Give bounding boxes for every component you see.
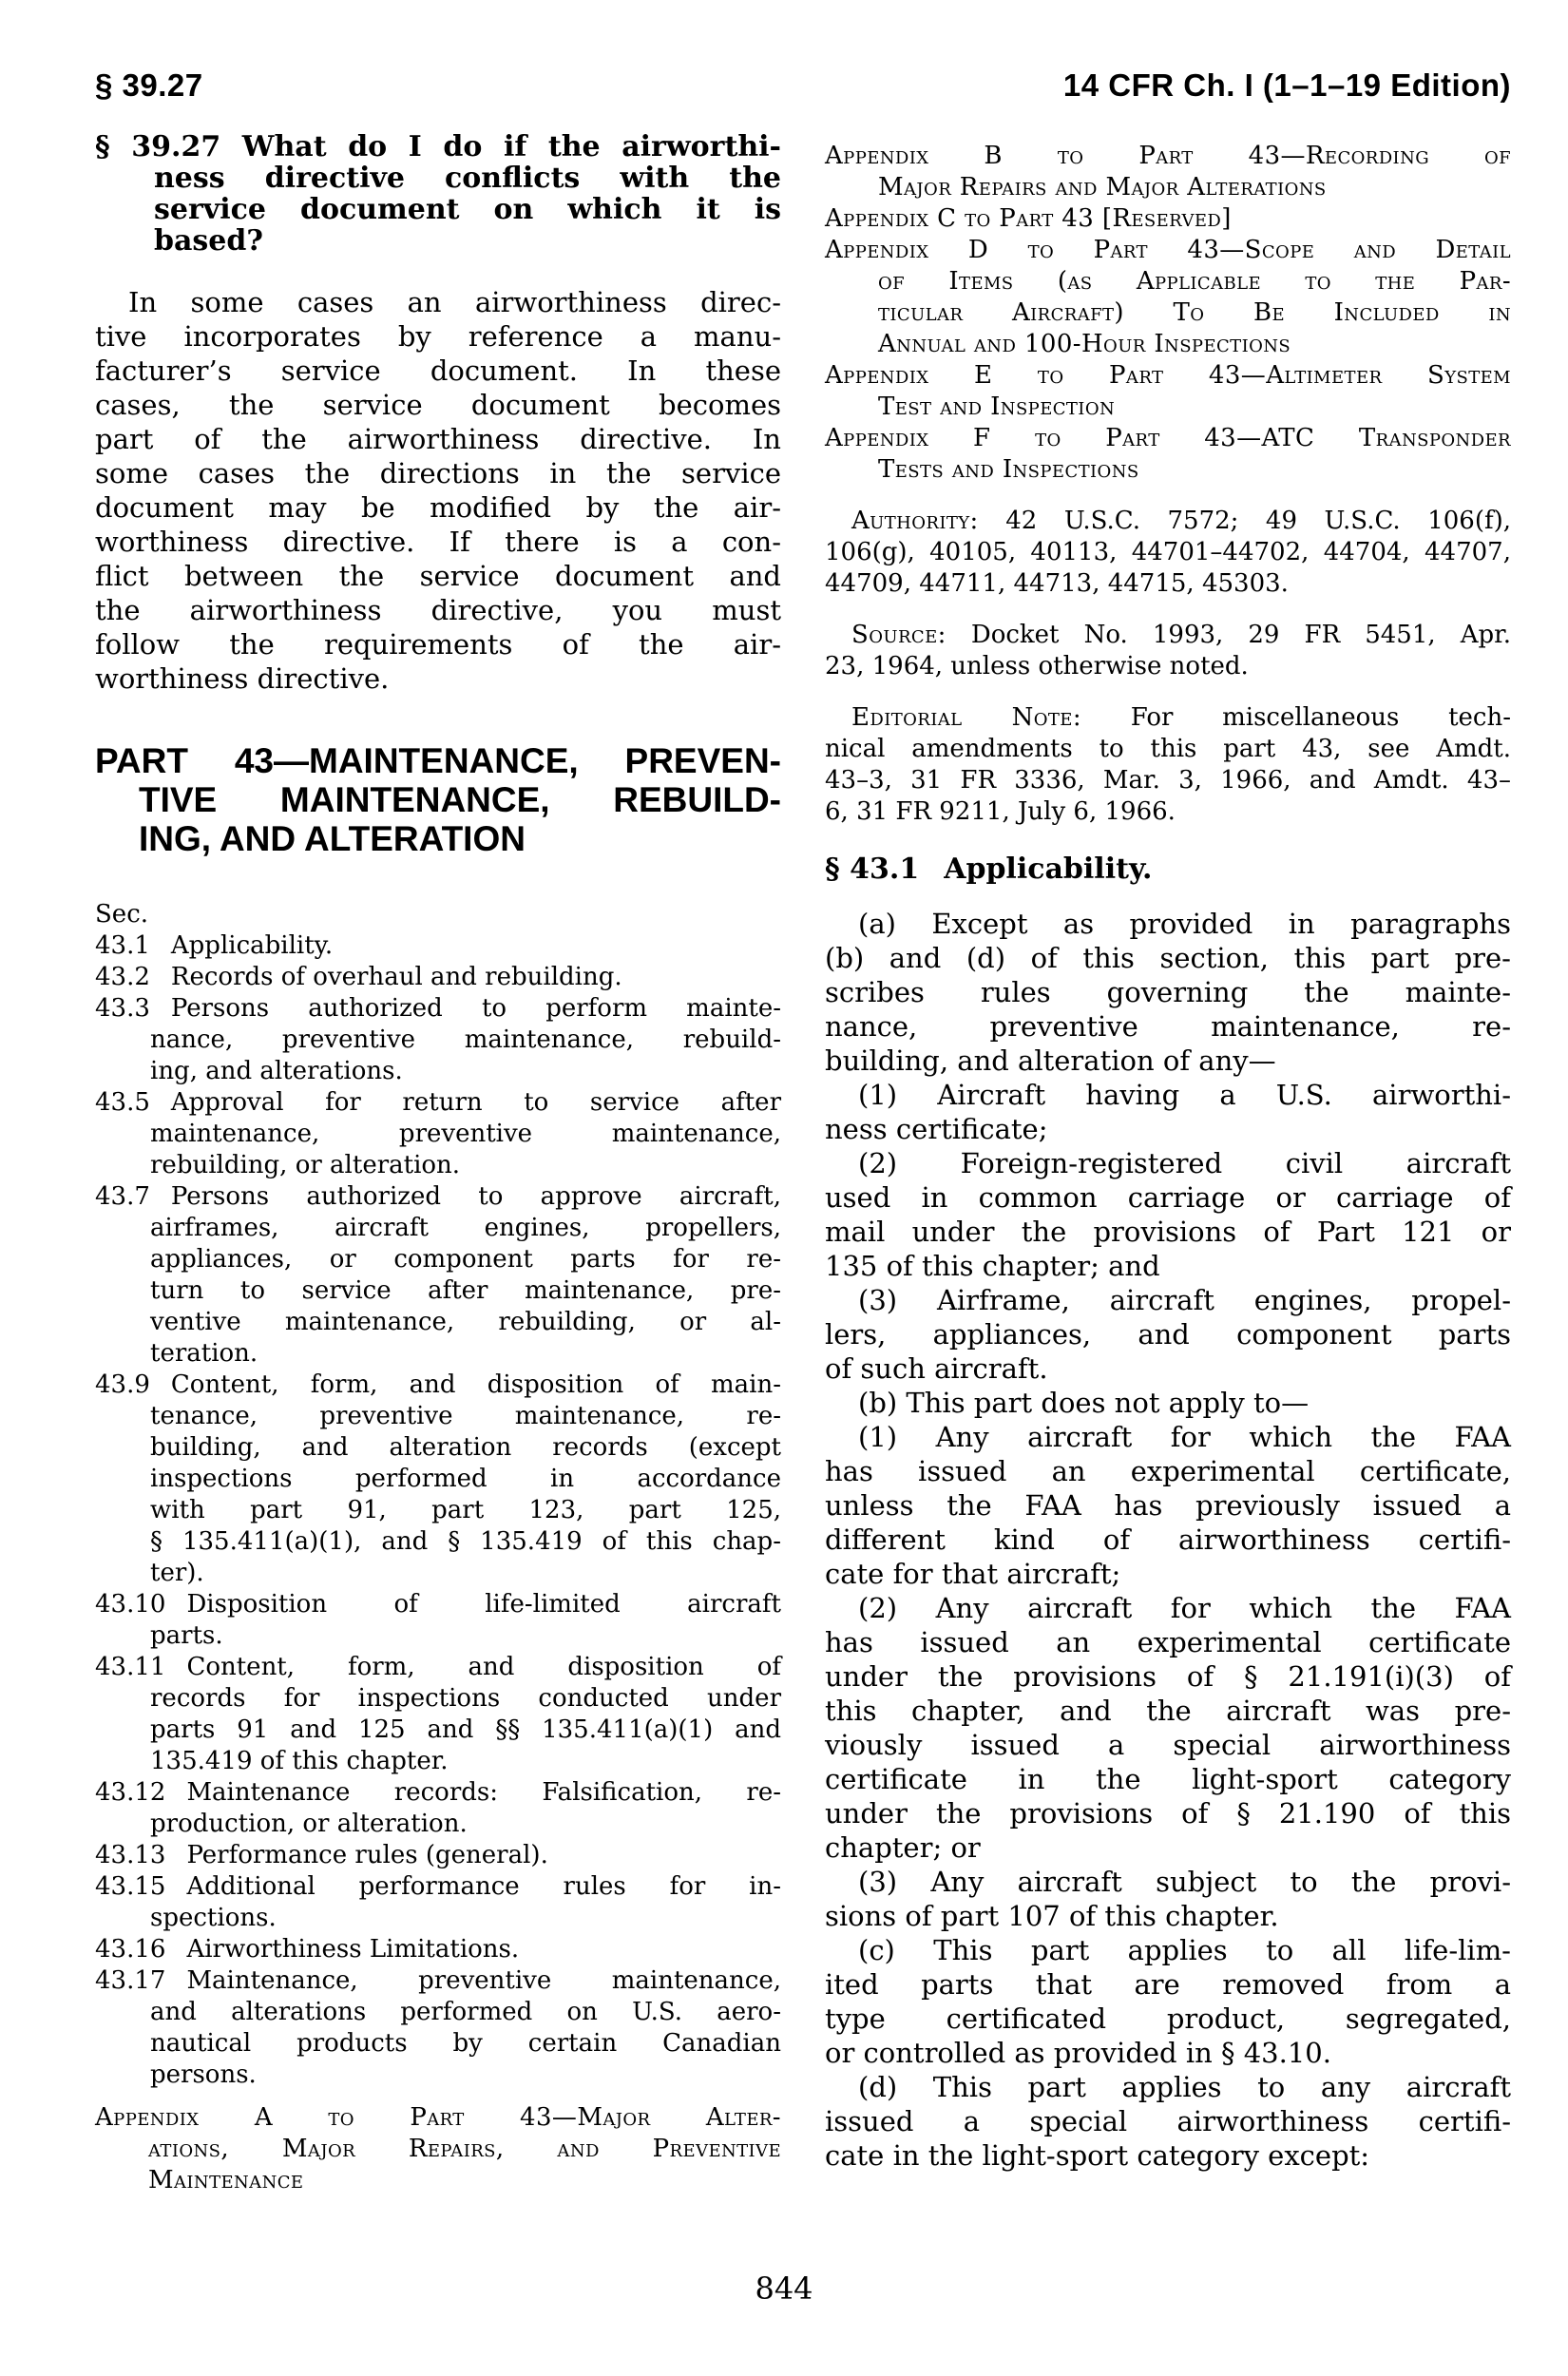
note-block	[825, 702, 1511, 828]
text-line: scribes rules governing the mainte-	[825, 976, 1511, 1008]
toc-entry	[95, 993, 781, 1087]
text-line: turn to service after maintenance, pre-	[150, 1276, 781, 1305]
toc-entry	[95, 1652, 781, 1777]
text-line: or controlled as provided in § 43.10.	[825, 2037, 1331, 2069]
body-paragraph	[825, 1591, 1511, 1865]
text-line: tive incorporates by reference a manu-	[95, 320, 781, 353]
text-line: 43.10 Disposition of life-limited aircraft	[95, 1590, 781, 1619]
text-line: appliances, or component parts for re-	[150, 1245, 781, 1274]
appendix-entry	[825, 423, 1511, 486]
appendix-entry	[825, 360, 1511, 423]
text-line: has issued an experimental certificate,	[825, 1455, 1511, 1487]
text-line: 43.3 Persons authorized to perform mainte-	[95, 994, 781, 1023]
appendix-entry	[825, 235, 1511, 360]
toc-section-number: 43.17	[95, 1966, 166, 1995]
text-line: spections.	[150, 1904, 277, 1932]
appendix-entry	[825, 141, 1511, 203]
note-label: Authority:	[851, 507, 979, 535]
appendix-a-entry	[95, 2102, 781, 2196]
text-line: 135 of this chapter; and	[825, 1250, 1160, 1282]
text-line: 43.7 Persons authorized to approve aircraft,	[95, 1182, 781, 1211]
text-line: Tests and Inspections	[878, 455, 1139, 484]
text-line: 43.11 Content, form, and disposition of	[95, 1653, 781, 1681]
text-line: with part 91, part 123, part 125,	[150, 1496, 781, 1524]
two-column-layout	[95, 131, 1511, 2196]
text-line: worthiness directive.	[95, 662, 390, 695]
text-line: 43.9 Content, form, and disposition of main-	[95, 1370, 781, 1399]
section-title: Applicability.	[944, 853, 1153, 886]
text-line: Appendix F to Part 43—ATC Transponder	[825, 424, 1511, 452]
note-block	[825, 620, 1511, 682]
text-line: this chapter, and the aircraft was pre-	[825, 1695, 1511, 1727]
text-line: (c) This part applies to all life-lim-	[858, 1934, 1511, 1966]
toc-section-number: 43.15	[95, 1872, 166, 1901]
text-line: ING, AND ALTERATION	[139, 819, 526, 858]
appendix-list	[825, 141, 1511, 486]
text-line: cases, the service document becomes	[95, 389, 781, 421]
text-line: 23, 1964, unless otherwise noted.	[825, 652, 1249, 680]
toc-section-number: 43.1	[95, 931, 150, 960]
text-line: of such aircraft.	[825, 1352, 1048, 1385]
toc-section-number: 43.2	[95, 963, 150, 991]
toc-section-number: 43.3	[95, 994, 150, 1023]
text-line: type certificated product, segregated,	[825, 2002, 1511, 2035]
part-43-heading	[95, 741, 781, 858]
body-paragraph	[825, 1283, 1511, 1386]
toc-section-number: 43.11	[95, 1653, 166, 1681]
body-paragraph	[825, 1933, 1511, 2070]
toc-section-number: 43.5	[95, 1088, 150, 1117]
left-column	[95, 131, 781, 2196]
note-label: Editorial Note:	[851, 703, 1082, 732]
text-line: Major Repairs and Major Alterations	[878, 173, 1327, 201]
text-line: teration.	[150, 1339, 258, 1368]
section-39-27-heading	[95, 131, 781, 257]
text-line: 106(g), 40105, 40113, 44701–44702, 44704, 44707,	[825, 538, 1511, 566]
text-line: nical amendments to this part 43, see Amdt.	[825, 735, 1511, 763]
text-line: 6, 31 FR 9211, July 6, 1966.	[825, 797, 1176, 826]
text-line: ited parts that are removed from a	[825, 1968, 1511, 2001]
text-line: ticular Aircraft) To Be Included in	[878, 298, 1511, 327]
header-edition: 14 CFR Ch. I (1–1–19 Edition)	[1062, 67, 1511, 103]
text-line: rebuilding, or alteration.	[150, 1151, 461, 1179]
text-line: § 39.27 What do I do if the airworthi-	[95, 130, 781, 163]
text-line: facturer’s service document. In these	[95, 354, 781, 387]
text-line: ter).	[150, 1559, 204, 1587]
text-line: flict between the service document and	[95, 560, 781, 592]
text-line: (1) Any aircraft for which the FAA	[858, 1421, 1511, 1453]
note-block	[825, 506, 1511, 600]
text-line: ations, Major Repairs, and Preventive	[148, 2135, 781, 2163]
text-line: 43.16 Airworthiness Limitations.	[95, 1935, 520, 1964]
text-line: persons.	[150, 2060, 257, 2089]
text-line: production, or alteration.	[150, 1810, 468, 1838]
toc-section-number: 43.16	[95, 1935, 166, 1964]
text-line: of Items (as Applicable to the Par-	[878, 267, 1511, 296]
text-line: Appendix A to Part 43—Major Alter-	[95, 2103, 781, 2132]
text-line: part of the airworthiness directive. In	[95, 423, 781, 455]
text-line: service document on which it is	[154, 193, 781, 226]
text-line: chapter; or	[825, 1831, 981, 1864]
notes	[825, 506, 1511, 828]
text-line: ness directive conflicts with the	[154, 162, 781, 195]
section-43-1-heading	[825, 853, 1511, 886]
section-number: § 43.1	[825, 853, 920, 886]
text-line: ing, and alterations.	[150, 1057, 403, 1085]
text-line: (b) and (d) of this section, this part pre-	[825, 942, 1511, 974]
toc-entry	[95, 1087, 781, 1181]
toc-entry	[95, 1965, 781, 2091]
text-line: ness certificate;	[825, 1113, 1048, 1145]
text-line: under the provisions of § 21.190 of this	[825, 1797, 1511, 1830]
text-line: building, and alteration records (except	[150, 1433, 781, 1462]
text-line: based?	[154, 224, 263, 258]
text-line: issued a special airworthiness certifi-	[825, 2105, 1511, 2137]
text-line: (d) This part applies to any aircraft	[858, 2071, 1511, 2103]
toc-entry	[95, 1840, 781, 1871]
text-line: maintenance, preventive maintenance,	[150, 1120, 781, 1148]
text-line: (2) Foreign-registered civil aircraft	[858, 1147, 1511, 1179]
text-line: 43.1 Applicability.	[95, 931, 334, 960]
text-line: different kind of airworthiness certifi-	[825, 1523, 1511, 1556]
toc-entry	[95, 962, 781, 993]
text-line: viously issued a special airworthiness	[825, 1729, 1511, 1761]
text-line: (3) Any aircraft subject to the provi-	[858, 1866, 1511, 1898]
body-paragraph	[825, 2070, 1511, 2173]
text-line: used in common carriage or carriage of	[825, 1181, 1511, 1214]
text-line: nance, preventive maintenance, re-	[825, 1010, 1511, 1043]
text-line: § 135.411(a)(1), and § 135.419 of this chap-	[150, 1527, 781, 1556]
text-line: Test and Inspection	[878, 393, 1116, 421]
text-line: 43.5 Approval for return to service after	[95, 1088, 781, 1117]
text-line: Source: Docket No. 1993, 29 FR 5451, Apr.	[851, 621, 1511, 649]
text-line: 44709, 44711, 44713, 44715, 45303.	[825, 569, 1289, 598]
text-line: sions of part 107 of this chapter.	[825, 1900, 1279, 1932]
running-header	[95, 68, 1511, 103]
section-39-27-paragraph	[95, 285, 781, 696]
text-line: tenance, preventive maintenance, re-	[150, 1402, 781, 1430]
text-line: In some cases an airworthiness direc-	[128, 286, 781, 318]
text-line: Appendix D to Part 43—Scope and Detail	[825, 236, 1511, 264]
toc-entry	[95, 1934, 781, 1965]
text-line: the airworthiness directive, you must	[95, 594, 781, 626]
right-column	[825, 131, 1511, 2196]
text-line: Appendix C to Part 43 [Reserved]	[825, 204, 1232, 233]
text-line: TIVE MAINTENANCE, REBUILD-	[139, 780, 781, 819]
text-line: 43.12 Maintenance records: Falsification, re-	[95, 1778, 781, 1807]
sec-label: Sec.	[95, 900, 149, 929]
text-line: 43–3, 31 FR 3336, Mar. 3, 1966, and Amdt. 43–	[825, 766, 1511, 795]
text-line: and alterations performed on U.S. aero-	[150, 1998, 781, 2026]
body-43-1	[825, 907, 1511, 2173]
text-line: worthiness directive. If there is a con-	[95, 526, 781, 558]
text-line: inspections performed in accordance	[150, 1465, 781, 1493]
text-line: Appendix E to Part 43—Altimeter System	[825, 361, 1511, 390]
toc-section-number: 43.9	[95, 1370, 150, 1399]
text-line: parts.	[150, 1621, 223, 1650]
text-line: Appendix B to Part 43—Recording of	[825, 142, 1511, 170]
toc-list	[95, 930, 781, 2091]
text-line: Annual and 100-Hour Inspections	[878, 330, 1291, 358]
text-line: (2) Any aircraft for which the FAA	[858, 1592, 1511, 1624]
text-line: lers, appliances, and component parts	[825, 1318, 1511, 1351]
text-line: (b) This part does not apply to—	[858, 1387, 1310, 1419]
text-line: building, and alteration of any—	[825, 1044, 1276, 1077]
toc-section-number: 43.12	[95, 1778, 166, 1807]
text-line: some cases the directions in the service	[95, 457, 781, 489]
body-paragraph	[825, 1386, 1511, 1420]
body-paragraph	[825, 1146, 1511, 1283]
text-line: 43.2 Records of overhaul and rebuilding.	[95, 963, 622, 991]
toc-entry	[95, 1589, 781, 1652]
text-line: unless the FAA has previously issued a	[825, 1489, 1511, 1522]
text-line: mail under the provisions of Part 121 or	[825, 1216, 1511, 1248]
toc-entry	[95, 930, 781, 962]
body-paragraph	[825, 907, 1511, 1078]
text-line: (3) Airframe, aircraft engines, propel-	[858, 1284, 1511, 1316]
body-paragraph	[825, 1078, 1511, 1146]
text-line: PART 43—MAINTENANCE, PREVEN-	[95, 741, 781, 780]
header-section-ref: § 39.27	[95, 67, 203, 103]
text-line: Maintenance	[148, 2166, 304, 2194]
appendix-entry	[825, 203, 1511, 235]
text-line: airframes, aircraft engines, propellers,	[150, 1214, 781, 1242]
text-line: ventive maintenance, rebuilding, or al-	[150, 1308, 781, 1336]
text-line: 135.419 of this chapter.	[150, 1747, 449, 1775]
text-line: has issued an experimental certificate	[825, 1626, 1511, 1658]
toc-section-number: 43.7	[95, 1182, 150, 1211]
text-line: follow the requirements of the air-	[95, 628, 781, 661]
text-line: document may be modified by the air-	[95, 491, 781, 524]
text-line: under the provisions of § 21.191(i)(3) of	[825, 1660, 1511, 1693]
text-line: cate for that aircraft;	[825, 1558, 1121, 1590]
note-label: Source:	[851, 621, 947, 649]
toc-entry	[95, 1181, 781, 1370]
text-line: 43.17 Maintenance, preventive maintenance,	[95, 1966, 781, 1995]
text-line: records for inspections conducted under	[150, 1684, 781, 1713]
text-line: certificate in the light-sport category	[825, 1763, 1511, 1795]
text-line: parts 91 and 125 and §§ 135.411(a)(1) and	[150, 1715, 781, 1744]
text-line: (a) Except as provided in paragraphs	[858, 908, 1511, 940]
text-line: nance, preventive maintenance, rebuild-	[150, 1025, 781, 1054]
body-paragraph	[825, 1420, 1511, 1591]
text-line: 43.13 Performance rules (general).	[95, 1841, 548, 1869]
toc-section-number: 43.10	[95, 1590, 166, 1619]
toc-entry	[95, 1777, 781, 1840]
text-line: (1) Aircraft having a U.S. airworthi-	[858, 1079, 1511, 1111]
text-line: Authority: 42 U.S.C. 7572; 49 U.S.C. 106(f),	[851, 507, 1511, 535]
body-paragraph	[825, 1865, 1511, 1933]
text-line: cate in the light-sport category except:	[825, 2139, 1370, 2172]
toc-entry	[95, 1871, 781, 1934]
toc-section-number: 43.13	[95, 1841, 166, 1869]
text-line: Editorial Note: For miscellaneous tech-	[851, 703, 1512, 732]
text-line: nautical products by certain Canadian	[150, 2029, 781, 2058]
text-line: 43.15 Additional performance rules for in-	[95, 1872, 781, 1901]
toc-entry	[95, 1370, 781, 1589]
page-number: 844	[755, 2271, 813, 2307]
